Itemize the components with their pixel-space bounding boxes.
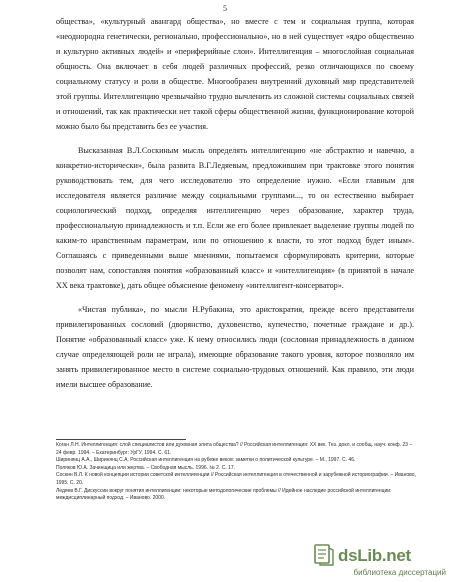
watermark-title: dsLib.net (338, 546, 411, 565)
footnotes (56, 439, 416, 503)
dslib-logo-icon (314, 544, 334, 566)
page-number: 5 (223, 4, 227, 13)
footnote: Соскин В.Л. К новой концепции истории советской интеллигенции // Российская интеллигенция в отечественной и зарубежной историографии. – Иваново, 1995. С. 20. (56, 472, 416, 486)
footnote: Коган Л.Н. Интеллигенция: слой специалистов или духовная элита общества? // Российская интеллигенция: XX век. Тез. докл. и сообщ. науч. конф. 23 – 24 февр. 1994. – Екатеринбург: УрГУ, 1994. С. 61. (56, 442, 413, 456)
paragraph: «Чистая публика», по мысли Н.Рубакина, это аристократия, прежде всего представители привилегированных сословий (дворянство, духовенство, купечество, почетные граждане и др.). Понятие «образованный класс» уже. К нему относились люди (сословная принадлежность в данном случае определяющей роли не играла), имеющие образование такого уровня, которое позволяло им занять привилегированное место в системе социально-трудовых отношений. Как правило, эти люди имели высшее образование. (56, 305, 414, 389)
footnote-divider (56, 439, 186, 440)
footnote: Поляков Ю.А. Зачинщица или жертва. – Свободная мысль. 1996. № 2. С. 17. (56, 464, 236, 471)
watermark-subtitle: библиотека диссертаций (353, 568, 446, 577)
paragraph: общества», «культурный авангард общества», но вместе с тем и социальная группа, которая «неоднородна генетически, регионально, профессионально», но в ней существует «ядро общественно и культурно активных людей» и «периферийные слои». Интеллигенция – многослойная социальная общность. Она включает в себя людей различных профессий, резко отличающихся по своему социальному статусу и роли в обществе. Многообразен внутренний духовный мир представителей этой группы. Интеллигенцию чрезвычайно трудно вычленить из сложной системы социальных связей и отношений, так как практически нет такой сферы общественной жизни, функционирование которой можно было бы представить без ее участия. (56, 17, 414, 131)
paragraph: Высказанная В.Л.Соскиным мысль определять интеллигенцию «не абстрактно и навечно, а конкретно-исторически», была развита В.Г.Ледяевым, предложившим при трактовке этого понятия руководствовать тем, для чего исследователю это определение нужно. «Если главным для исследователя является различие между социальными группами..., то он естественно выбирает социологический подход, определяя интеллигенцию через образование, характер труда, профессиональную принадлежность и т.п. Если же его более привлекает выделение группы людей по каким-то нравственным параметрам, или по отношению к власти, то этот подход будет иным». Соглашаясь с приведенными выше мнениями, попытаемся сформулировать критерии, которые позволят нам, сопоставляя понятия «образованный класс» и «интеллигенция» (в принятой в начале XX века трактовке), дать общее объяснение феномену «интеллигент-консерватор». (56, 146, 414, 290)
body-text (56, 14, 414, 392)
footnote: Ледяев В.Г. Дискуссии вокруг понятия интеллигенции: некоторые методологические проблемы // Идейное наследие российской интеллигенции: междисциплинарный подход. – Иваново. 2000. (56, 487, 392, 502)
watermark (314, 544, 446, 580)
footnote: Ширинянц А.А., Ширинянц С.А. Российская интеллигенция на рубеже веков: заметки о политической культуре. – М., 1997. С. 46. (56, 457, 356, 464)
